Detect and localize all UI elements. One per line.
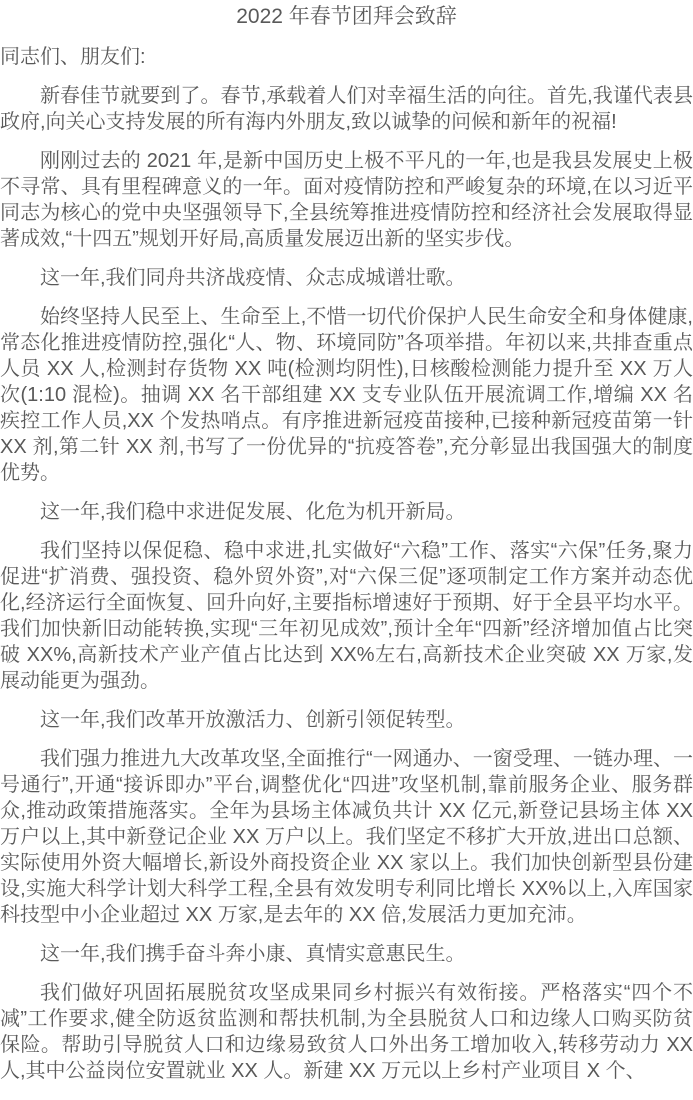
paragraph-lead-epidemic: 这一年,我们同舟共济战疫情、众志成城谱壮歌。 — [40, 267, 466, 289]
paragraph-reform-detail: 我们强力推进九大改革攻坚,全面推行“一网通办、一窗受理、一链办理、一号通行”,开通“接诉即办”平台,调整优化“四进”攻坚机制,靠前服务企业、服务群众,推动政策措施落实。全年为县场主体减负共计 XX 亿元,新登记县场主体 XX 万户以上,其中新登记企业 XX 万户以上。我们坚定不移扩大开放,进出口总额、实际使用外资大幅增长,新设外商投资企业 XX 家以上。我们加快创新型县份建设,实施大科学计划大科学工程,全县有效发明专利同比增长 XX%以上,入库国家科技型中小企业超过 XX 万家,是去年的 XX 倍,发展活力更加充沛。 — [0, 748, 693, 926]
paragraph-livelihood-detail: 我们做好巩固拓展脱贫攻坚成果同乡村振兴有效衔接。严格落实“四个不减”工作要求,健全防返贫监测和帮扶机制,为全县脱贫人口和边缘人口购买防贫保险。帮助引导脱贫人口和边缘易致贫人口外出务工增加收入,转移劳动力 XX 人,其中公益岗位安置就业 XX 人。新建 XX 万元以上乡村产业项目 X 个、 — [0, 982, 693, 1082]
salutation: 同志们、朋友们: — [0, 46, 146, 68]
document-title: 2022 年春节团拜会致辞 — [236, 5, 457, 28]
paragraph-lead-reform: 这一年,我们改革开放激活力、创新引领促转型。 — [40, 709, 466, 731]
paragraph-intro: 新春佳节就要到了。春节,承载着人们对幸福生活的向往。首先,我谨代表县政府,向关心支持发展的所有海内外朋友,致以诚挚的问候和新年的祝福! — [0, 85, 693, 133]
speech-document — [0, 3, 693, 1084]
paragraph-epidemic-detail: 始终坚持人民至上、生命至上,不惜一切代价保护人民生命安全和身体健康,常态化推进疫情防控,强化“人、物、环境同防”各项举措。年初以来,共排查重点人员 XX 人,检测封存货物 XX 吨(检测均阴性),日核酸检测能力提升至 XX 万人次(1:10 混检)。抽调 XX 名干部组建 XX 支专业队伍开展流调工作,增编 XX 名疾控工作人员,XX 个发热哨点。有序推进新冠疫苗接种,已接种新冠疫苗第一针 XX 剂,第二针 XX 剂,书写了一份优异的“抗疫答卷”,充分彰显出我国强大的制度优势。 — [0, 306, 693, 484]
paragraph-lead-livelihood: 这一年,我们携手奋斗奔小康、真情实意惠民生。 — [40, 943, 466, 965]
paragraph-lead-development: 这一年,我们稳中求进促发展、化危为机开新局。 — [40, 501, 466, 523]
paragraph-development-detail: 我们坚持以保促稳、稳中求进,扎实做好“六稳”工作、落实“六保”任务,聚力促进“扩消费、强投资、稳外贸外资”,对“六保三促”逐项制定工作方案并动态优化,经济运行全面恢复、回升向好,主要指标增速好于预期、好于全县平均水平。我们加快新旧动能转换,实现“三年初见成效”,预计全年“四新”经济增加值占比突破 XX%,高新技术产业产值占比达到 XX%左右,高新技术企业突破 XX 万家,发展动能更为强劲。 — [0, 540, 693, 692]
paragraph-review-2021: 刚刚过去的 2021 年,是新中国历史上极不平凡的一年,也是我县发展史上极不寻常、具有里程碑意义的一年。面对疫情防控和严峻复杂的环境,在以习近平同志为核心的党中央坚强领导下,全县统筹推进疫情防控和经济社会发展取得显著成效,“十四五”规划开好局,高质量发展迈出新的坚实步伐。 — [0, 150, 693, 250]
